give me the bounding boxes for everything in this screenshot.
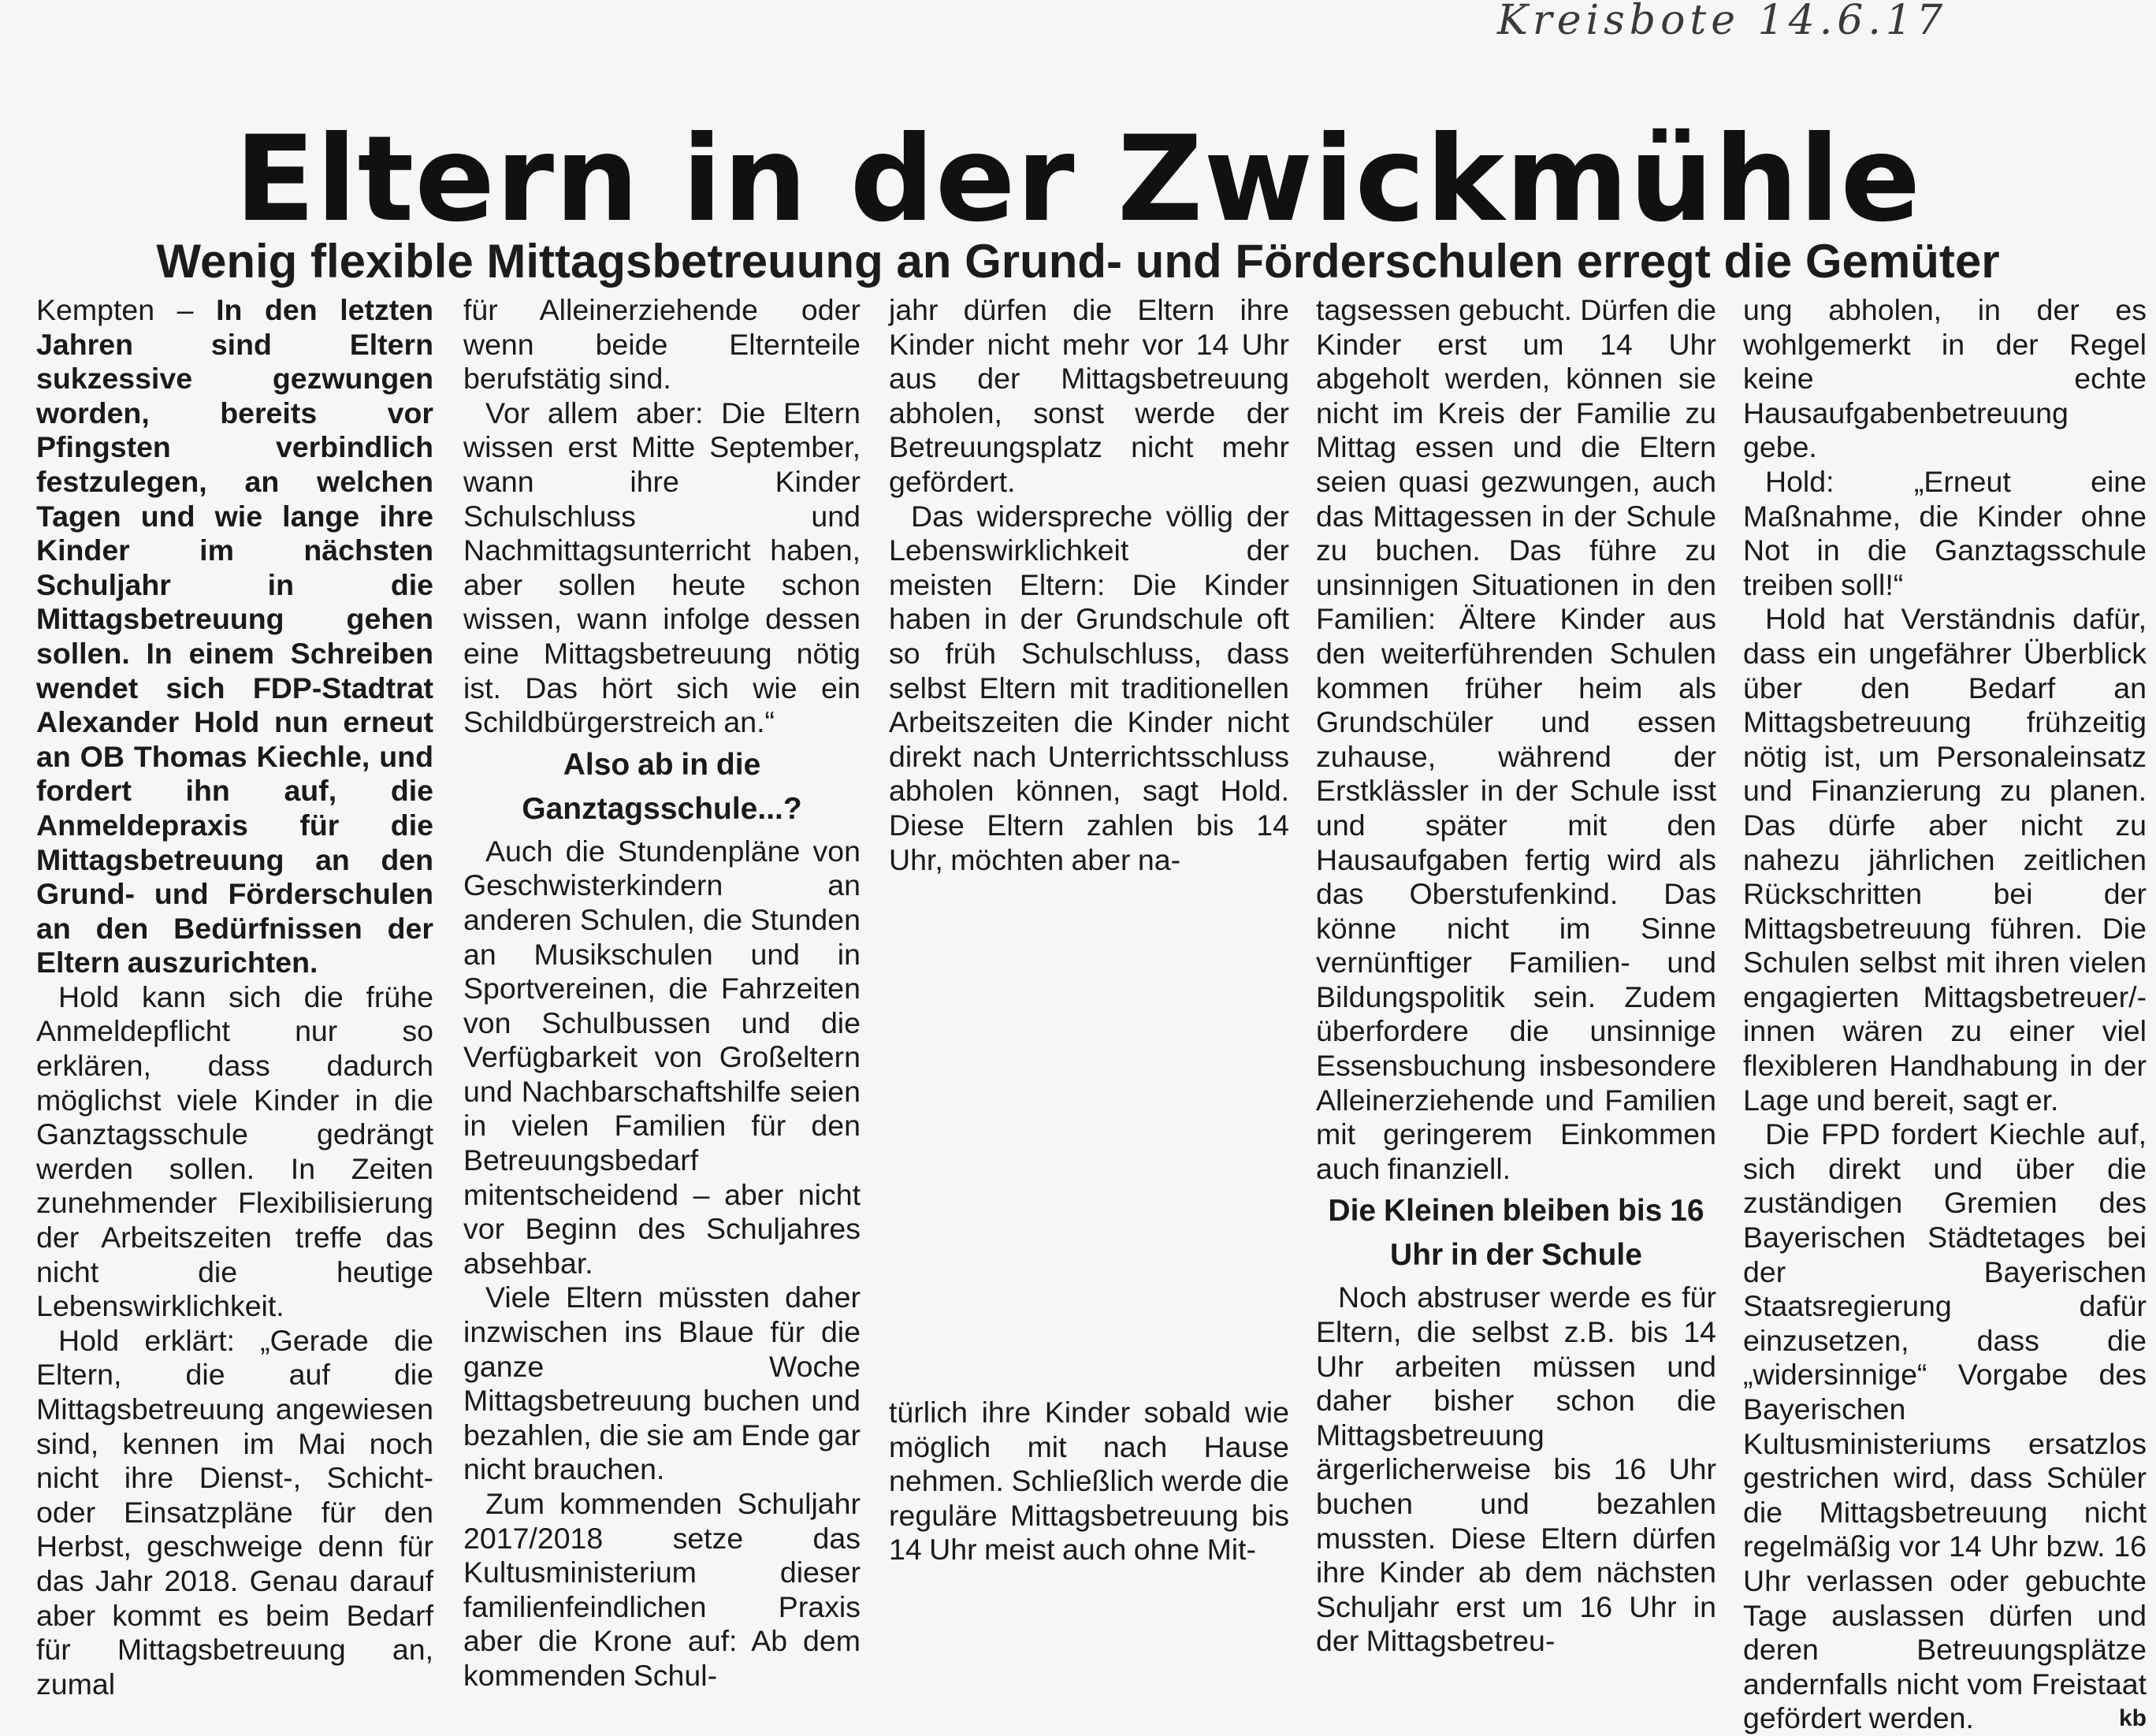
body-paragraph: Das widerspreche völlig der Lebenswirklichkeit der meisten Eltern: Die Kinder haben in der Grundschule oft so früh Schulschluss, dass selbst Eltern mit traditionellen Arbeitszeiten die Kinder nicht direkt nach Unterrichtsschluss abholen können, sagt Hold. Diese Eltern zahlen bis 14 Uhr, möchten aber na- — [889, 499, 1289, 876]
section-subheading: Die Kleinen bleiben bis 16 Uhr in der Schule — [1328, 1194, 1704, 1273]
body-paragraph: Auch die Stundenpläne von Geschwisterkindern an anderen Schulen, die Stunden an Musikschulen und in Sportvereinen, die Fahrzeiten von Schulbussen und die Verfügbarkeit von Großeltern und Nachbarschaftshilfe seien in vielen Familien für den Betreuungsbedarf mitentscheidend – aber nicht vor Beginn des Schuljahres absehbar. — [463, 834, 861, 1280]
body-paragraph: Zum kommenden Schuljahr 2017/2018 setze das Kultusministerium dieser familienfeindlichen Praxis aber die Krone auf: Ab dem kommenden Schul- — [463, 1487, 861, 1692]
body-paragraph: Vor allem aber: Die Eltern wissen erst Mitte September, wann ihre Kinder Schulschluss und Nachmittagsunterricht haben, aber sollen heute schon wissen, wann infolge dessen eine Mittagsbetreuung nötig ist. Das hört sich wie ein Schildbürgerstreich an.“ — [463, 396, 861, 739]
body-paragraph: für Alleinerziehende oder wenn beide Elternteile berufstätig sind. — [463, 293, 861, 396]
body-paragraph: tagsessen gebucht. Dürfen die Kinder erst um 14 Uhr abgeholt werden, können sie nicht im Kreis der Familie zu Mittag essen und die Eltern seien quasi gezwungen, auch das Mittagessen in der Schule zu buchen. Das führe zu unsinnigen Situationen in den Familien: Ältere Kinder aus den weiterführenden Schulen kommen früher heim als Grundschüler und essen zuhause, während der Erstklässler in der Schule isst und später mit den Hausaufgaben fertig wird als das Oberstufenkind. Das könne nicht im Sinne vernünftiger Familien- und Bildungspolitik sein. Zudem überfordere die unsinnige Essensbuchung insbesondere Alleinerziehende und Familien mit geringerem Einkommen auch finanziell. — [1316, 293, 1716, 1185]
article-column-2 — [463, 293, 861, 1692]
body-paragraph: Hold kann sich die frühe Anmeldepflicht nur so erklären, dass dadurch möglichst viele Kinder in die Ganztagsschule gedrängt werden sollen. In Zeiten zunehmender Flexibilisierung der Arbeitszeiten treffe das nicht die heutige Lebenswirklichkeit. — [36, 980, 433, 1323]
body-paragraph: Hold hat Verständnis dafür, dass ein ungefährer Überblick über den Bedarf an Mittagsbetreuung frühzeitig nötig ist, um Personaleinsatz und Finanzierung zu planen. Das dürfe aber nicht zu nahezu jährlichen zeitlichen Rückschritten bei der Mittagsbetreuung führen. Die Schulen selbst mit ihren vielen engagierten Mittagsbetreuer/-innen wären zu einer viel flexibleren Handhabung in der Lage und bereit, sagt er. — [1743, 602, 2147, 1117]
article-column-1 — [36, 293, 433, 1701]
body-paragraph: Viele Eltern müssten daher inzwischen ins Blaue für die ganze Woche Mittagsbetreuung buchen und bezahlen, die sie am Ende gar nicht brauchen. — [463, 1281, 861, 1486]
dateline: Kempten – — [36, 293, 217, 326]
body-paragraph: Hold: „Erneut eine Maßnahme, die Kinder ohne Not in die Ganztagsschule treiben soll!“ — [1743, 464, 2147, 601]
headline: Eltern in der Zwickmühle — [234, 110, 1922, 248]
body-paragraph: ung abholen, in der es wohlgemerkt in der Regel keine echte Hausaufgabenbetreuung gebe. — [1743, 293, 2147, 464]
lead-text: In den letzten Jahren sind Eltern sukzessive gezwungen worden, bereits vor Pfingsten verbindlich festzulegen, an welchen Tagen und wie lange ihre Kinder im nächsten Schuljahr in die Mittagsbetreuung gehen sollen. In einem Schreiben wendet sich FDP-Stadtrat Alexander Hold nun erneut an OB Thomas Kiechle, und fordert ihn auf, die Anmeldepraxis für die Mittagsbetreuung an den Grund- und Förderschulen an den Bedürfnissen der Eltern auszurichten. — [36, 293, 433, 980]
handwritten-note: Kreisbote 14.6.17 — [1497, 0, 1948, 44]
body-paragraph: jahr dürfen die Eltern ihre Kinder nicht mehr vor 14 Uhr aus der Mittagsbetreuung abholen, sonst werde der Betreuungsplatz nicht mehr gefördert. — [889, 293, 1289, 498]
author-initials: kb — [2118, 1705, 2147, 1732]
body-paragraph-text: Die FPD fordert Kiechle auf, sich direkt und über die zuständigen Gremien des Bayerischen Städtetages bei der Bayerischen Staatsregierung dafür einzusetzen, dass die „widersinnige“ Vorgabe des Bayerischen Kultusministeriums ersatzlos gestrichen wird, dass Schüler die Mittagsbetreuung nicht regelmäßig vor 14 Uhr bzw. 16 Uhr verlassen oder gebuchte Tage auslassen dürfen und deren Betreuungsplätze andernfalls nicht vom Freistaat gefördert werden. — [1743, 1117, 2147, 1735]
body-paragraph: Noch abstruser werde es für Eltern, die selbst z.B. bis 14 Uhr arbeiten müssen und daher bisher schon die Mittagsbetreuung ärgerlicherweise bis 16 Uhr buchen und bezahlen mussten. Diese Eltern dürfen ihre Kinder ab dem nächsten Schuljahr erst um 16 Uhr in der Mittagsbetreu- — [1316, 1281, 1716, 1658]
article-column-5 — [1743, 293, 2147, 1735]
subheadline: Wenig flexible Mittagsbetreuung an Grund- und Förderschulen erregt die Gemüter — [156, 234, 2000, 288]
article-column-3 — [889, 293, 1289, 1567]
body-paragraph: türlich ihre Kinder sobald wie möglich mit nach Hause nehmen. Schließlich werde die reguläre Mittagsbetreuung bis 14 Uhr meist auch ohne Mit- — [889, 1396, 1289, 1567]
section-subheading: Also ab in die Ganztagsschule...? — [522, 747, 802, 826]
article-column-4 — [1316, 293, 1716, 1658]
lead-paragraph — [36, 293, 433, 980]
body-paragraph — [1743, 1117, 2147, 1736]
body-paragraph: Hold erklärt: „Gerade die Eltern, die auf die Mittagsbetreuung angewiesen sind, kennen im Mai noch nicht ihre Dienst-, Schicht- oder Einsatzpläne für den Herbst, geschweige denn für das Jahr 2018. Genau darauf aber kommt es beim Bedarf für Mittagsbetreuung an, zumal — [36, 1323, 433, 1701]
